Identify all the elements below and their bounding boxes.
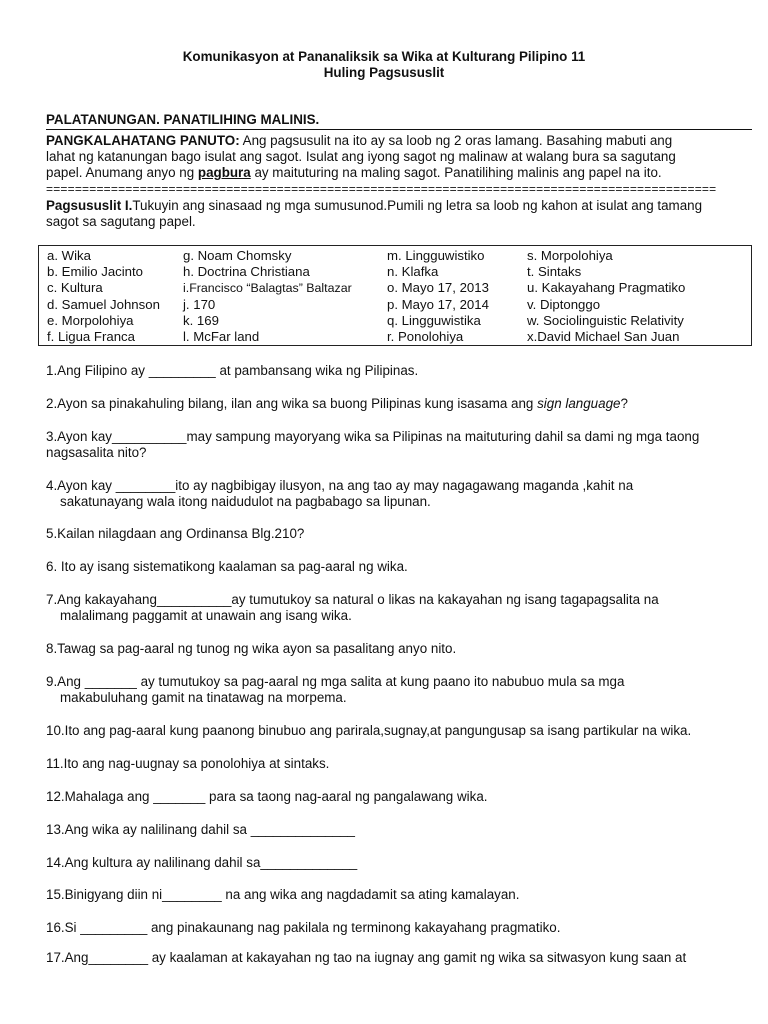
question-4 — [46, 478, 746, 510]
choice-item: r. Ponolohiya — [387, 328, 464, 344]
choice-item: m. Lingguwistiko — [387, 248, 485, 263]
choice-item: j. 170 — [183, 296, 216, 312]
choices-column-1 — [47, 248, 160, 345]
directions-text-1: Ang pagsusulit na ito ay sa loob ng 2 oras lamang. Basahing mabuti ang — [239, 133, 673, 148]
choice-item: v. Diptonggo — [527, 296, 601, 312]
palatanungan-heading: PALATANUNGAN. PANATILIHING MALINIS. — [46, 112, 320, 127]
directions-line-1 — [46, 133, 672, 149]
part-line-2: sagot sa sagutang papel. — [46, 214, 196, 229]
question-11: 11.Ito ang nag-uugnay sa ponolohiya at sintaks. — [46, 756, 330, 771]
question-10: 10.Ito ang pag-aaral kung paanong binubuo ang parirala,sugnay,at pangungusap sa isang partikular na wika. — [46, 723, 692, 738]
choice-item: c. Kultura — [47, 280, 103, 296]
question-9-line-2: makabuluhang gamit na tinatawag na morpema. — [60, 690, 347, 705]
directions-line-2: lahat ng katanungan bago isulat ang sagot. Isulat ang iyong sagot ng malinaw at walang bura sa sagutang — [46, 149, 676, 164]
choice-item: n. Klafka — [387, 264, 439, 280]
part-label: Pagsususlit I. — [46, 198, 133, 213]
choice-item: q. Lingguwistika — [387, 312, 481, 328]
choice-item: h. Doctrina Christiana — [183, 264, 310, 280]
choices-box — [38, 245, 752, 346]
directions-line-3 — [46, 165, 662, 181]
choice-item: b. Emilio Jacinto — [47, 264, 144, 280]
choice-item: d. Samuel Johnson — [47, 296, 160, 312]
question-5: 5.Kailan nilagdaan ang Ordinansa Blg.210? — [46, 526, 305, 541]
question-16: 16.Si _________ ang pinakaunang nag pakilala ng terminong kakayahang pragmatiko. — [46, 920, 561, 935]
question-13: 13.Ang wika ay nalilinang dahil sa ______________ — [46, 822, 355, 837]
question-15: 15.Binigyang diin ni________ na ang wika ang nagdadamit sa ating kamalayan. — [46, 887, 520, 902]
question-2-text: 2.Ayon sa pinakahuling bilang, ilan ang wika sa buong Pilipinas kung isasama ang — [46, 396, 538, 411]
choice-item: k. 169 — [183, 312, 219, 328]
question-7 — [46, 592, 746, 624]
choice-item: s. Morpolohiya — [527, 248, 613, 263]
question-4-line-1: 4.Ayon kay ________ito ay nagbibigay ilusyon, na ang tao ay may nagagawang maganda ,kahit na — [46, 478, 634, 493]
question-7-line-2: malalimang paggamit at unawain ang isang wika. — [60, 608, 352, 623]
heading-rule — [46, 129, 752, 130]
question-3-line-2: nagsasalita nito? — [46, 445, 147, 460]
question-1: 1.Ang Filipino ay _________ at pambansang wika ng Pilipinas. — [46, 363, 419, 378]
question-3-line-1: 3.Ayon kay__________may sampung mayoryang wika sa Pilipinas na maituturing dahil sa dami ng mga taong — [46, 429, 700, 444]
choice-item: f. Ligua Franca — [47, 328, 135, 344]
choice-item: e. Morpolohiya — [47, 312, 134, 328]
choices-column-2 — [183, 248, 352, 345]
part-text-1: Tukuyin ang sinasaad ng mga sumusunod.Pumili ng letra sa loob ng kahon at isulat ang tamang — [132, 198, 703, 213]
choice-item: l. McFar land — [183, 328, 260, 344]
choice-item: a. Wika — [47, 248, 91, 263]
choice-item: o. Mayo 17, 2013 — [387, 280, 489, 296]
question-17: 17.Ang________ ay kaalaman at kakayahan ng tao na iugnay ang gamit ng wika sa sitwasyon kung saan at — [46, 950, 687, 965]
question-8: 8.Tawag sa pag-aaral ng tunog ng wika ayon sa pasalitang anyo nito. — [46, 641, 457, 656]
choices-column-4 — [527, 248, 685, 345]
choice-item: w. Sociolinguistic Relativity — [527, 312, 684, 328]
choices-column-3 — [387, 248, 489, 345]
question-2-end: ? — [620, 396, 628, 411]
choice-item: p. Mayo 17, 2014 — [387, 296, 489, 312]
question-3 — [46, 429, 746, 461]
separator-line: ============================================================================================= — [46, 182, 717, 196]
choice-item: g. Noam Chomsky — [183, 248, 292, 263]
directions-text-3a: papel. Anumang anyo ng — [46, 165, 198, 180]
exam-title: Komunikasyon at Pananaliksik sa Wika at Kulturang Pilipino 11 — [182, 49, 586, 64]
question-12: 12.Mahalaga ang _______ para sa taong nag-aaral ng pangalawang wika. — [46, 789, 488, 804]
question-7-line-1: 7.Ang kakayahang__________ay tumutukoy sa natural o likas na kakayahan ng isang tagapagsalita na — [46, 592, 659, 607]
directions-text-3b: ay maituturing na maling sagot. Panatilihing malinis ang papel na ito. — [250, 165, 662, 180]
directions-emphasis: pagbura — [197, 165, 251, 180]
question-9-line-1: 9.Ang _______ ay tumutukoy sa pag-aaral ng mga salita at kung paano ito nabubuo mula sa mga — [46, 674, 625, 689]
exam-subtitle: Huling Pagsususlit — [323, 65, 445, 80]
directions-label: PANGKALAHATANG PANUTO: — [46, 133, 240, 148]
question-4-line-2: sakatunayang wala itong naidudulot na pagbabago sa lipunan. — [60, 494, 431, 509]
part-line-1 — [46, 198, 702, 214]
question-9 — [46, 674, 746, 706]
choice-item: i.Francisco “Balagtas” Baltazar — [183, 281, 352, 296]
choice-item: u. Kakayahang Pragmatiko — [527, 280, 686, 296]
choice-item: x.David Michael San Juan — [527, 328, 680, 344]
question-14: 14.Ang kultura ay nalilinang dahil sa_____________ — [46, 855, 358, 870]
question-6: 6. Ito ay isang sistematikong kaalaman sa pag-aaral ng wika. — [46, 559, 408, 574]
question-2-emphasis: sign language — [537, 396, 621, 411]
choice-item: t. Sintaks — [527, 264, 582, 280]
question-2 — [46, 396, 746, 412]
